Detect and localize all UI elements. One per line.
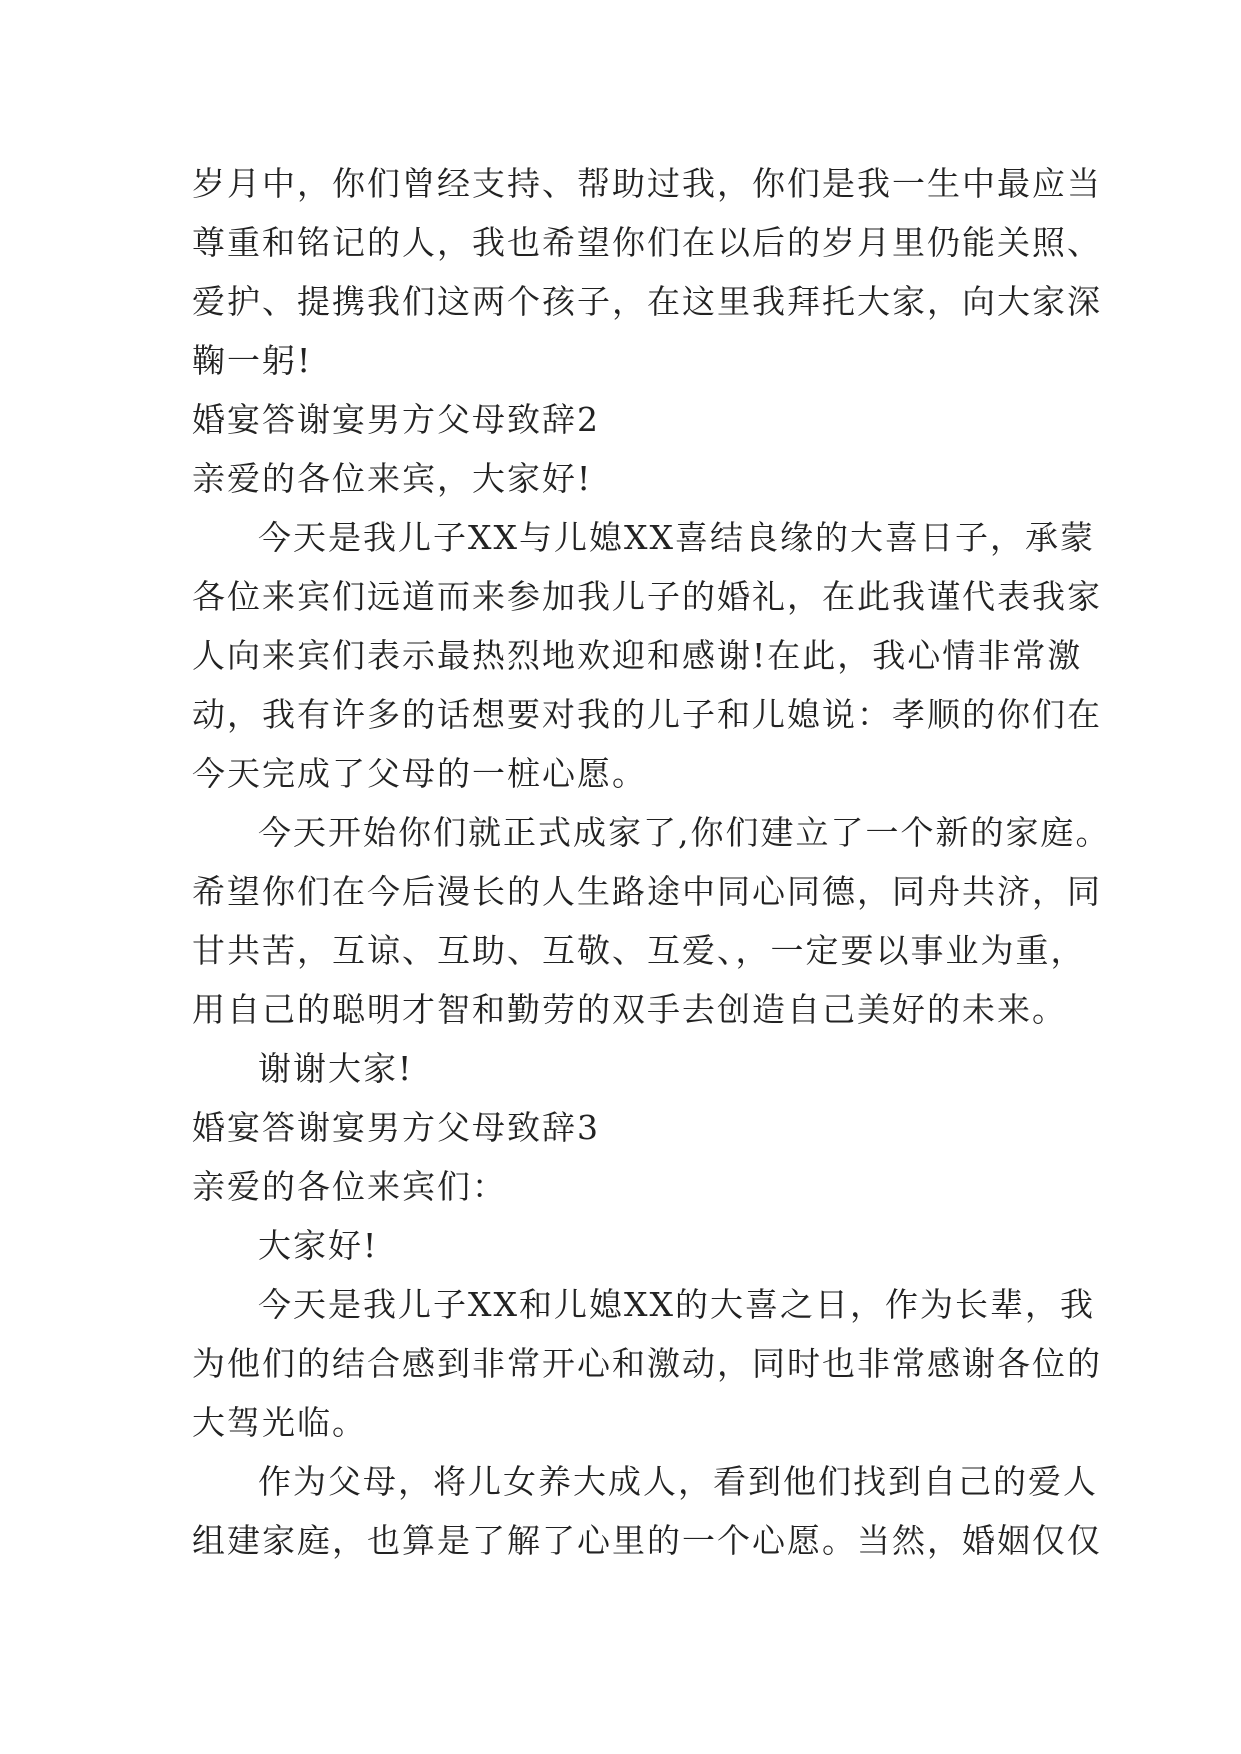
text-line: 希望你们在今后漫长的人生路途中同心同德，同舟共济，同 [192, 872, 1102, 911]
text-line: 今天是我儿子XX和儿媳XX的大喜之日，作为长辈，我 [258, 1285, 1095, 1324]
text-line: 大驾光临。 [192, 1403, 367, 1442]
text-line: 岁月中，你们曾经支持、帮助过我，你们是我一生中最应当 [192, 164, 1102, 203]
text-line: 今天开始你们就正式成家了,你们建立了一个新的家庭。 [258, 813, 1111, 852]
document-body [192, 154, 1111, 1570]
text-line: 用自己的聪明才智和勤劳的双手去创造自己美好的未来。 [192, 990, 1067, 1029]
text-line: 甘共苦，互谅、互助、互敬、互爱、，一定要以事业为重， [192, 931, 1086, 970]
text-line: 组建家庭，也算是了解了心里的一个心愿。当然，婚姻仅仅 [192, 1521, 1102, 1560]
text-line: 人向来宾们表示最热烈地欢迎和感谢!在此，我心情非常激 [192, 636, 1083, 675]
salutation: 亲爱的各位来宾们： [192, 1167, 507, 1206]
text-line: 各位来宾们远道而来参加我儿子的婚礼，在此我谨代表我家 [192, 577, 1102, 616]
text-line: 爱护、提携我们这两个孩子，在这里我拜托大家，向大家深 [192, 282, 1102, 321]
text-line: 鞠一躬! [192, 341, 313, 380]
text-line: 动，我有许多的话想要对我的儿子和儿媳说：孝顺的你们在 [192, 695, 1102, 734]
text-line: 尊重和铭记的人，我也希望你们在以后的岁月里仍能关照、 [192, 223, 1102, 262]
section-heading: 婚宴答谢宴男方父母致辞3 [192, 1108, 600, 1147]
closing-line: 谢谢大家! [258, 1049, 414, 1088]
section-heading: 婚宴答谢宴男方父母致辞2 [192, 400, 600, 439]
greeting-line: 大家好! [258, 1226, 379, 1265]
salutation: 亲爱的各位来宾，大家好! [192, 459, 593, 498]
text-line: 今天是我儿子XX与儿媳XX喜结良缘的大喜日子，承蒙 [258, 518, 1095, 557]
text-line: 作为父母，将儿女养大成人，看到他们找到自己的爱人 [258, 1462, 1098, 1501]
text-line: 今天完成了父母的一桩心愿。 [192, 754, 647, 793]
text-line: 为他们的结合感到非常开心和激动，同时也非常感谢各位的 [192, 1344, 1102, 1383]
